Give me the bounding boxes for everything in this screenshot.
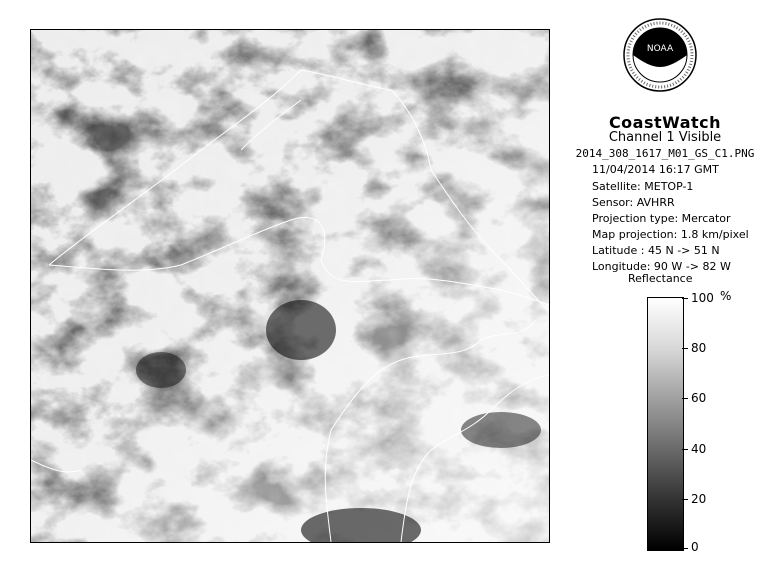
legend-title: Reflectance [628,272,693,285]
tick-mark [682,348,688,349]
reflectance-colorbar [647,297,684,551]
noaa-logo-svg [620,15,700,110]
tick-label-80: 80 [691,341,707,355]
projection-type-label: Projection type: Mercator [592,212,731,225]
satellite-label: Satellite: METOP-1 [592,180,694,193]
title: CoastWatch [608,113,722,132]
tick-label-40: 40 [691,442,707,456]
longitude-label: Longitude: 90 W -> 82 W [592,260,731,273]
satellite-image-svg [31,30,549,542]
tick-mark [682,449,688,450]
tick-mark [682,398,688,399]
filename: 2014_308_1617_M01_GS_C1.PNG [575,147,755,160]
date-time: 11/04/2014 16:17 GMT [592,163,719,176]
subtitle: Channel 1 Visible [608,130,722,145]
noaa-logo [620,15,700,110]
sensor-label: Sensor: AVHRR [592,196,675,209]
tick-label-100: 100 [691,291,714,305]
logo-text: NOAA [646,44,674,54]
map-projection-label: Map projection: 1.8 km/pixel [592,228,749,241]
dark-patch [266,300,336,360]
legend-unit: % [720,289,732,303]
tick-mark [682,298,688,299]
dark-patch [136,352,186,388]
tick-label-0: 0 [691,540,699,554]
tick-mark [682,499,688,500]
dark-patch [461,412,541,448]
tick-label-60: 60 [691,391,707,405]
latitude-label: Latitude : 45 N -> 51 N [592,244,720,257]
satellite-image [30,29,550,543]
tick-mark [682,548,688,549]
cloud-layer [31,30,549,542]
tick-label-20: 20 [691,492,707,506]
